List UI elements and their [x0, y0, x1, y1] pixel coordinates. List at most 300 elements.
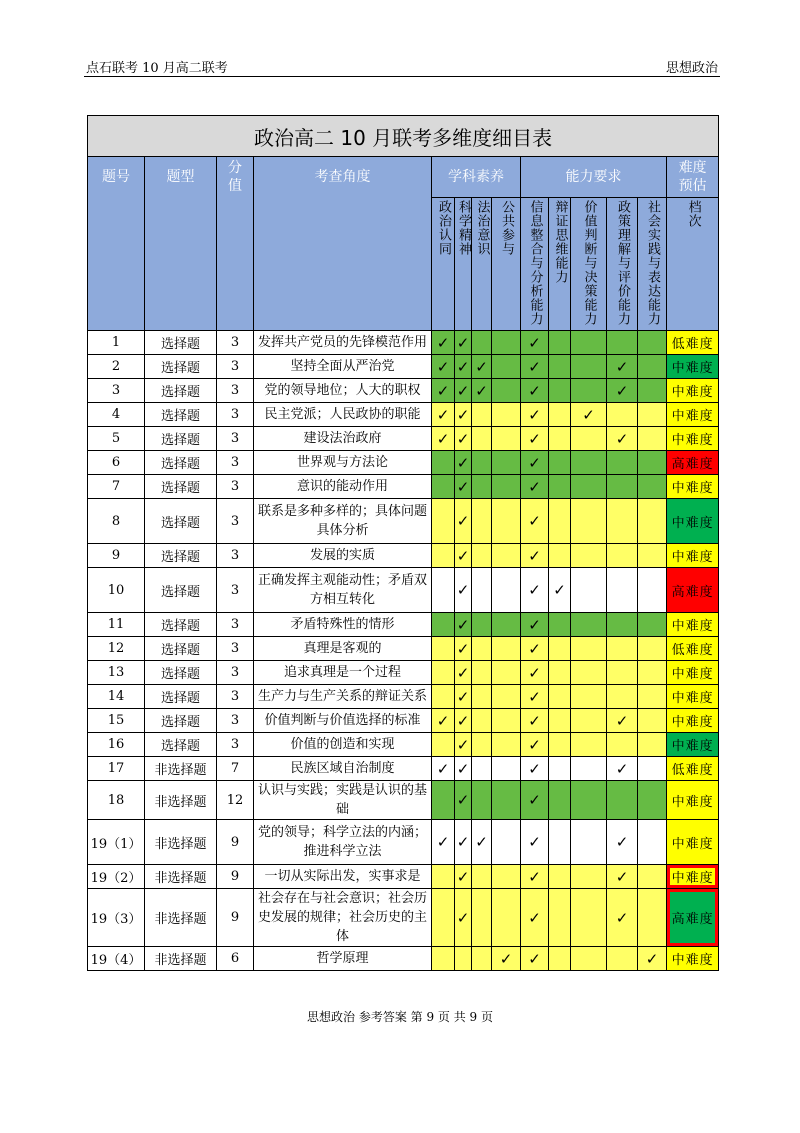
dimension-cell — [607, 757, 638, 781]
dimension-cell — [455, 947, 472, 971]
dimension-cell — [549, 757, 571, 781]
dimension-cell — [521, 451, 549, 475]
dimension-cell — [607, 451, 638, 475]
question-number: 19（4） — [88, 947, 145, 971]
dimension-cell — [549, 568, 571, 613]
sub-header-label: 辩证思维能力 — [552, 200, 568, 284]
dimension-cell — [607, 379, 638, 403]
dimension-cell — [455, 568, 472, 613]
check-mark-icon: ✓ — [528, 735, 541, 754]
dimension-cell — [607, 544, 638, 568]
question-number: 17 — [88, 757, 145, 781]
dimension-cell — [549, 820, 571, 865]
dimension-cell — [455, 685, 472, 709]
dimension-cell — [432, 379, 455, 403]
dimension-cell — [571, 889, 607, 947]
dimension-cell — [607, 820, 638, 865]
dimension-cell — [472, 427, 492, 451]
check-mark-icon: ✓ — [615, 357, 629, 376]
question-topic: 矛盾特殊性的情形 — [254, 613, 432, 637]
sub-header-4 — [521, 198, 549, 331]
sub-header-label: 公共参与 — [499, 200, 514, 256]
dimension-cell — [432, 568, 455, 613]
check-mark-icon: ✓ — [456, 759, 470, 778]
dimension-cell — [638, 889, 667, 947]
col-header-literacy: 学科素养 — [432, 157, 521, 198]
question-score: 3 — [217, 331, 254, 355]
question-type: 非选择题 — [145, 947, 217, 971]
dimension-cell — [638, 403, 667, 427]
dimension-cell — [521, 613, 549, 637]
dimension-cell — [571, 451, 607, 475]
header-left-text: 点石联考 10 月高二联考 — [86, 61, 228, 76]
dimension-cell — [455, 451, 472, 475]
check-mark-icon: ✓ — [436, 381, 450, 400]
difficulty-badge: 中难度 — [667, 685, 719, 709]
question-topic: 社会存在与社会意识；社会历史发展的规律；社会历史的主体 — [254, 889, 432, 947]
dimension-cell — [492, 331, 521, 355]
dimension-cell — [607, 733, 638, 757]
difficulty-badge: 中难度 — [667, 379, 719, 403]
dimension-cell — [455, 865, 472, 889]
dimension-cell — [432, 685, 455, 709]
dimension-cell — [638, 613, 667, 637]
question-number: 19（3） — [88, 889, 145, 947]
question-type: 非选择题 — [145, 781, 217, 820]
check-mark-icon: ✓ — [528, 759, 541, 778]
check-mark-icon: ✓ — [475, 381, 488, 400]
question-score: 3 — [217, 568, 254, 613]
dimension-cell — [607, 637, 638, 661]
dimension-cell — [549, 661, 571, 685]
question-topic: 建设法治政府 — [254, 427, 432, 451]
dimension-cell — [638, 475, 667, 499]
question-type: 选择题 — [145, 544, 217, 568]
dimension-cell — [455, 709, 472, 733]
dimension-cell — [492, 451, 521, 475]
question-type: 选择题 — [145, 613, 217, 637]
page-footer: 思想政治 参考答案 第 9 页 共 9 页 — [307, 1010, 493, 1024]
dimension-cell — [638, 568, 667, 613]
question-topic: 生产力与生产关系的辩证关系 — [254, 685, 432, 709]
question-number: 6 — [88, 451, 145, 475]
dimension-cell — [571, 781, 607, 820]
dimension-cell — [455, 499, 472, 544]
dimension-cell — [521, 820, 549, 865]
check-mark-icon: ✓ — [528, 663, 541, 682]
dimension-cell — [571, 355, 607, 379]
check-mark-icon: ✓ — [456, 357, 470, 376]
dimension-cell — [432, 947, 455, 971]
table-title: 政治高二 10 月联考多维度细目表 — [88, 116, 719, 157]
check-mark-icon: ✓ — [456, 615, 470, 634]
question-score: 9 — [217, 865, 254, 889]
question-score: 3 — [217, 544, 254, 568]
check-mark-icon: ✓ — [528, 429, 541, 448]
dimension-cell — [607, 355, 638, 379]
dimension-cell — [455, 475, 472, 499]
difficulty-sub-label: 档次 — [685, 200, 701, 228]
dimension-cell — [455, 733, 472, 757]
question-number: 10 — [88, 568, 145, 613]
dimension-cell — [472, 781, 492, 820]
sub-header-label: 科学精神 — [456, 200, 471, 256]
dimension-cell — [549, 613, 571, 637]
sub-header-0 — [432, 198, 455, 331]
dimension-cell — [571, 685, 607, 709]
question-number: 12 — [88, 637, 145, 661]
dimension-cell — [432, 499, 455, 544]
check-mark-icon: ✓ — [615, 429, 629, 448]
check-mark-icon: ✓ — [436, 711, 450, 730]
dimension-cell — [472, 568, 492, 613]
dimension-cell — [521, 637, 549, 661]
dimension-cell — [638, 733, 667, 757]
dimension-cell — [571, 403, 607, 427]
question-type: 选择题 — [145, 637, 217, 661]
dimension-cell — [571, 427, 607, 451]
check-mark-icon: ✓ — [645, 949, 659, 968]
dimension-cell — [521, 379, 549, 403]
header-subject-text: 思想政治 — [665, 61, 718, 76]
dimension-cell — [607, 613, 638, 637]
question-score: 3 — [217, 475, 254, 499]
dimension-cell — [571, 544, 607, 568]
dimension-cell — [521, 947, 549, 971]
table-row — [88, 403, 719, 427]
question-type: 非选择题 — [145, 820, 217, 865]
col-header-ability: 能力要求 — [521, 157, 667, 198]
question-type: 选择题 — [145, 568, 217, 613]
check-mark-icon: ✓ — [456, 687, 470, 706]
dimension-cell — [571, 865, 607, 889]
question-type: 选择题 — [145, 355, 217, 379]
dimension-cell — [549, 379, 571, 403]
check-mark-icon: ✓ — [615, 833, 629, 851]
dimension-cell — [472, 403, 492, 427]
check-mark-icon: ✓ — [528, 867, 541, 886]
question-type: 非选择题 — [145, 865, 217, 889]
dimension-cell — [492, 733, 521, 757]
question-topic: 发挥共产党员的先锋模范作用 — [254, 331, 432, 355]
question-number: 18 — [88, 781, 145, 820]
dimension-cell — [432, 637, 455, 661]
question-number: 4 — [88, 403, 145, 427]
question-score: 3 — [217, 637, 254, 661]
dimension-cell — [638, 865, 667, 889]
dimension-cell — [638, 379, 667, 403]
question-type: 选择题 — [145, 709, 217, 733]
dimension-cell — [432, 889, 455, 947]
question-topic: 追求真理是一个过程 — [254, 661, 432, 685]
dimension-cell — [455, 427, 472, 451]
dimension-cell — [455, 403, 472, 427]
question-topic: 世界观与方法论 — [254, 451, 432, 475]
dimension-cell — [521, 355, 549, 379]
dimension-cell — [607, 781, 638, 820]
check-mark-icon: ✓ — [528, 477, 541, 496]
dimension-cell — [472, 544, 492, 568]
question-score: 3 — [217, 733, 254, 757]
question-number: 19（1） — [88, 820, 145, 865]
dimension-cell — [571, 947, 607, 971]
check-mark-icon: ✓ — [528, 711, 541, 730]
question-number: 7 — [88, 475, 145, 499]
dimension-cell — [492, 427, 521, 451]
question-number: 8 — [88, 499, 145, 544]
dimension-cell — [492, 661, 521, 685]
dimension-cell — [549, 637, 571, 661]
check-mark-icon: ✓ — [528, 908, 541, 927]
dimension-cell — [492, 781, 521, 820]
dimension-cell — [549, 475, 571, 499]
table-row — [88, 709, 719, 733]
col-header-score: 分值 — [217, 157, 254, 331]
header-divider — [84, 76, 720, 77]
dimension-cell — [571, 613, 607, 637]
difficulty-badge: 中难度 — [667, 499, 719, 544]
dimension-cell — [607, 499, 638, 544]
difficulty-badge: 中难度 — [667, 613, 719, 637]
question-topic: 认识与实践；实践是认识的基础 — [254, 781, 432, 820]
table-row — [88, 613, 719, 637]
dimension-cell — [571, 733, 607, 757]
difficulty-badge: 中难度 — [667, 355, 719, 379]
dimension-cell — [607, 889, 638, 947]
check-mark-icon: ✓ — [475, 357, 488, 376]
dimension-cell — [432, 427, 455, 451]
dimension-cell — [607, 475, 638, 499]
dimension-cell — [472, 379, 492, 403]
dimension-cell — [571, 661, 607, 685]
check-mark-icon: ✓ — [528, 615, 541, 634]
question-score: 3 — [217, 709, 254, 733]
question-topic: 党的领导；科学立法的内涵；推进科学立法 — [254, 820, 432, 865]
question-score: 3 — [217, 355, 254, 379]
check-mark-icon: ✓ — [456, 663, 470, 682]
dimension-cell — [472, 613, 492, 637]
dimension-cell — [472, 355, 492, 379]
dimension-cell — [492, 379, 521, 403]
question-topic: 意识的能动作用 — [254, 475, 432, 499]
sub-header-label: 价值判断与决策能力 — [581, 200, 597, 326]
check-mark-icon: ✓ — [456, 833, 470, 851]
dimension-cell — [571, 637, 607, 661]
question-topic: 真理是客观的 — [254, 637, 432, 661]
dimension-cell — [432, 355, 455, 379]
check-mark-icon: ✓ — [528, 453, 541, 472]
question-topic: 价值的创造和实现 — [254, 733, 432, 757]
dimension-cell — [472, 685, 492, 709]
question-score: 3 — [217, 685, 254, 709]
question-type: 非选择题 — [145, 757, 217, 781]
dimension-cell — [607, 661, 638, 685]
difficulty-badge: 高难度 — [667, 568, 719, 613]
difficulty-badge: 中难度 — [667, 544, 719, 568]
dimension-cell — [521, 733, 549, 757]
sub-header-6 — [571, 198, 607, 331]
dimension-cell — [638, 685, 667, 709]
check-mark-icon: ✓ — [528, 333, 541, 352]
dimension-cell — [607, 865, 638, 889]
check-mark-icon: ✓ — [436, 357, 450, 376]
dimension-cell — [432, 403, 455, 427]
question-topic: 正确发挥主观能动性；矛盾双方相互转化 — [254, 568, 432, 613]
check-mark-icon: ✓ — [615, 381, 629, 400]
check-mark-icon: ✓ — [528, 581, 541, 599]
dimension-cell — [521, 475, 549, 499]
sub-header-7 — [607, 198, 638, 331]
question-type: 选择题 — [145, 685, 217, 709]
dimension-cell — [472, 820, 492, 865]
table-row — [88, 757, 719, 781]
dimension-cell — [521, 889, 549, 947]
question-score: 12 — [217, 781, 254, 820]
difficulty-badge: 中难度 — [667, 781, 719, 820]
sub-header-label: 政策理解与评价能力 — [615, 200, 630, 326]
question-number: 15 — [88, 709, 145, 733]
question-score: 3 — [217, 499, 254, 544]
dimension-cell — [472, 475, 492, 499]
check-mark-icon: ✓ — [615, 711, 629, 730]
question-score: 6 — [217, 947, 254, 971]
question-number: 19（2） — [88, 865, 145, 889]
check-mark-icon: ✓ — [456, 546, 470, 565]
check-mark-icon: ✓ — [456, 477, 470, 496]
dimension-cell — [472, 947, 492, 971]
dimension-cell — [521, 544, 549, 568]
dimension-cell — [472, 709, 492, 733]
dimension-cell — [549, 947, 571, 971]
dimension-cell — [521, 427, 549, 451]
dimension-cell — [492, 947, 521, 971]
check-mark-icon: ✓ — [615, 867, 629, 886]
question-score: 7 — [217, 757, 254, 781]
dimension-cell — [571, 820, 607, 865]
question-topic: 发展的实质 — [254, 544, 432, 568]
dimension-cell — [549, 331, 571, 355]
dimension-cell — [492, 499, 521, 544]
question-number: 2 — [88, 355, 145, 379]
question-type: 选择题 — [145, 661, 217, 685]
dimension-cell — [638, 355, 667, 379]
check-mark-icon: ✓ — [456, 791, 470, 809]
check-mark-icon: ✓ — [436, 759, 450, 778]
question-topic: 民主党派；人民政协的职能 — [254, 403, 432, 427]
check-mark-icon: ✓ — [436, 833, 450, 851]
dimension-cell — [521, 757, 549, 781]
table-row — [88, 865, 719, 889]
dimension-cell — [432, 820, 455, 865]
question-score: 9 — [217, 820, 254, 865]
difficulty-badge: 中难度 — [667, 661, 719, 685]
check-mark-icon: ✓ — [456, 735, 470, 754]
sub-header-1 — [455, 198, 472, 331]
dimension-cell — [607, 403, 638, 427]
dimension-cell — [432, 781, 455, 820]
question-topic: 联系是多种多样的；具体问题具体分析 — [254, 499, 432, 544]
check-mark-icon: ✓ — [499, 949, 513, 968]
sub-header-label: 信息整合与分析能力 — [527, 200, 543, 326]
difficulty-badge: 高难度 — [667, 451, 719, 475]
check-mark-icon: ✓ — [456, 333, 470, 352]
dimension-cell — [472, 637, 492, 661]
question-topic: 坚持全面从严治党 — [254, 355, 432, 379]
question-score: 3 — [217, 403, 254, 427]
question-type: 非选择题 — [145, 889, 217, 947]
difficulty-badge: 低难度 — [667, 757, 719, 781]
check-mark-icon: ✓ — [528, 381, 541, 400]
dimension-cell — [549, 781, 571, 820]
sub-header-label: 政治认同 — [436, 200, 451, 256]
sub-header-5 — [549, 198, 571, 331]
question-type: 选择题 — [145, 475, 217, 499]
dimension-cell — [521, 568, 549, 613]
dimension-cell — [638, 757, 667, 781]
table-row — [88, 331, 719, 355]
sub-header-2 — [472, 198, 492, 331]
dimension-cell — [455, 637, 472, 661]
question-type: 选择题 — [145, 379, 217, 403]
check-mark-icon: ✓ — [456, 512, 470, 530]
dimension-cell — [492, 889, 521, 947]
question-score: 3 — [217, 379, 254, 403]
dimension-cell — [432, 451, 455, 475]
check-mark-icon: ✓ — [456, 908, 470, 927]
dimension-cell — [455, 379, 472, 403]
question-topic: 一切从实际出发，实事求是 — [254, 865, 432, 889]
col-header-type: 题型 — [145, 157, 217, 331]
dimension-cell — [472, 331, 492, 355]
dimension-cell — [472, 889, 492, 947]
dimension-cell — [455, 331, 472, 355]
col-header-topic: 考查角度 — [254, 157, 432, 331]
table-row — [88, 379, 719, 403]
dimension-cell — [432, 613, 455, 637]
dimension-cell — [432, 331, 455, 355]
dimension-cell — [455, 889, 472, 947]
difficulty-badge: 低难度 — [667, 637, 719, 661]
dimension-cell — [492, 637, 521, 661]
question-type: 选择题 — [145, 427, 217, 451]
dimension-cell — [571, 331, 607, 355]
question-number: 14 — [88, 685, 145, 709]
dimension-cell — [638, 637, 667, 661]
table-row — [88, 475, 719, 499]
dimension-cell — [549, 355, 571, 379]
table-row — [88, 637, 719, 661]
check-mark-icon: ✓ — [528, 687, 541, 706]
check-mark-icon: ✓ — [528, 833, 541, 851]
question-type: 选择题 — [145, 733, 217, 757]
dimension-cell — [549, 403, 571, 427]
dimension-cell — [492, 820, 521, 865]
question-number: 9 — [88, 544, 145, 568]
question-topic: 党的领导地位；人大的职权 — [254, 379, 432, 403]
table-row — [88, 355, 719, 379]
table-row — [88, 661, 719, 685]
check-mark-icon: ✓ — [528, 791, 541, 809]
dimension-cell — [549, 865, 571, 889]
dimension-cell — [472, 733, 492, 757]
check-mark-icon: ✓ — [436, 333, 450, 352]
check-mark-icon: ✓ — [456, 429, 470, 448]
difficulty-badge: 中难度 — [667, 820, 719, 865]
dimension-cell — [549, 544, 571, 568]
question-score: 9 — [217, 889, 254, 947]
difficulty-badge: 中难度 — [667, 709, 719, 733]
sub-header-3 — [492, 198, 521, 331]
